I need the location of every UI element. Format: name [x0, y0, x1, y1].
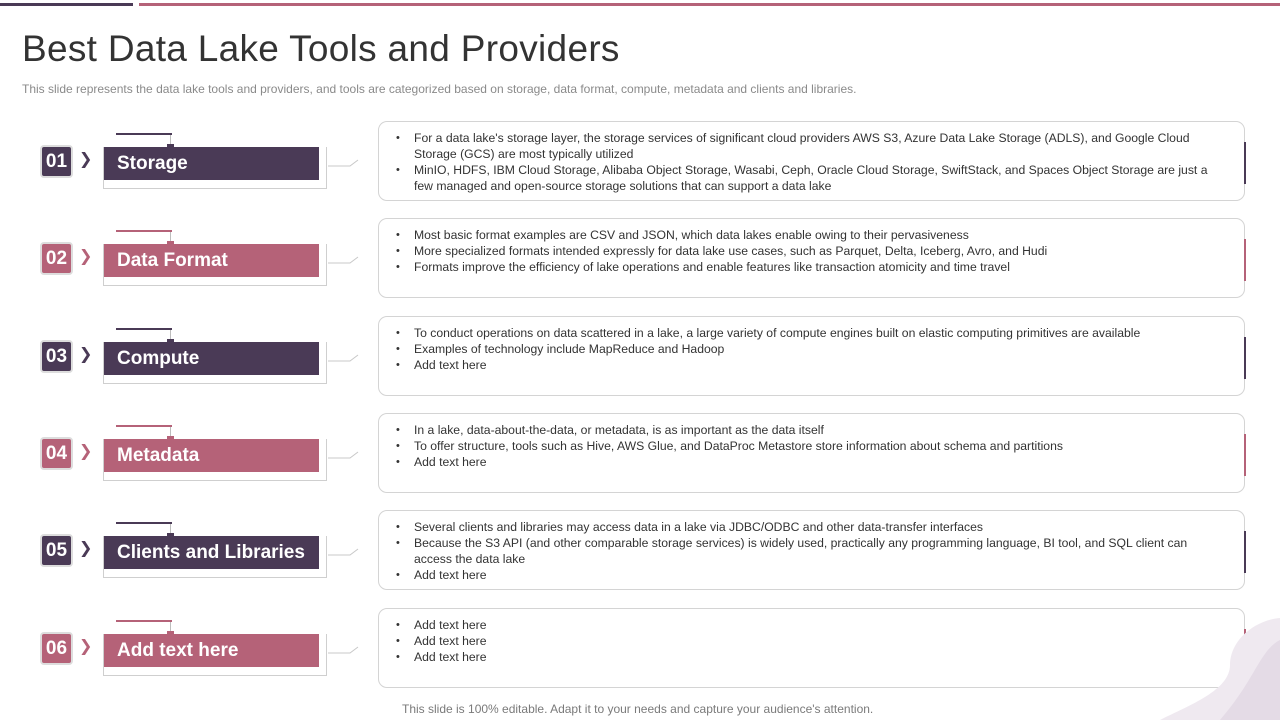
- arrow-right-icon: [328, 643, 360, 655]
- row-number-badge: 06: [40, 632, 73, 665]
- bullet-list: [396, 325, 1222, 373]
- bullet-item: • Add text here: [396, 357, 1222, 373]
- footer-note: This slide is 100% editable. Adapt it to your needs and capture your audience's attention.: [402, 702, 874, 716]
- label-tab-line: [116, 522, 172, 524]
- row-number-badge: 02: [40, 242, 73, 275]
- description-box: [378, 218, 1245, 298]
- bullet-item: • In a lake, data-about-the-data, or metadata, is as important as the data itself: [396, 422, 1222, 438]
- bullet-item: • Examples of technology include MapReduce and Hadoop: [396, 341, 1222, 357]
- category-label: Clients and Libraries: [104, 536, 319, 569]
- category-row: [0, 608, 1280, 688]
- label-tab-line: [116, 133, 172, 135]
- bullet-item: • Most basic format examples are CSV and JSON, which data lakes enable owing to their pervasiveness: [396, 227, 1222, 243]
- bullet-item: • Add text here: [396, 567, 1222, 583]
- page-title: Best Data Lake Tools and Providers: [22, 28, 620, 69]
- chevron-right-icon: ❯: [79, 346, 93, 363]
- bullet-list: [396, 130, 1222, 194]
- category-row: [0, 510, 1280, 590]
- description-box: [378, 413, 1245, 493]
- bullet-list: [396, 227, 1222, 275]
- box-accent-bar: [1244, 434, 1246, 476]
- bullet-item: • To conduct operations on data scattered in a lake, a large variety of compute engines built on elastic computing primitives are available: [396, 325, 1222, 341]
- bullet-item: • Add text here: [396, 617, 1222, 633]
- chevron-right-icon: ❯: [79, 540, 93, 557]
- category-label: Compute: [104, 342, 319, 375]
- description-box: [378, 510, 1245, 590]
- category-label: Storage: [104, 147, 319, 180]
- bullet-item: • For a data lake's storage layer, the storage services of significant cloud providers AWS S3, Azure Data Lake Storage (ADLS), and Google Cloud Storage (GCS) are most typically utilized: [396, 130, 1222, 162]
- bullet-item: • Add text here: [396, 649, 1222, 665]
- category-label: Data Format: [104, 244, 319, 277]
- bullet-list: [396, 422, 1222, 470]
- corner-decoration: [1160, 610, 1280, 720]
- arrow-right-icon: [328, 253, 360, 265]
- bullet-item: • Add text here: [396, 454, 1222, 470]
- description-box: [378, 316, 1245, 396]
- bullet-item: • More specialized formats intended expressly for data lake use cases, such as Parquet, Delta, Iceberg, Avro, and Hudi: [396, 243, 1222, 259]
- arrow-right-icon: [328, 156, 360, 168]
- row-number-badge: 04: [40, 437, 73, 470]
- bullet-item: • Because the S3 API (and other comparable storage services) is widely used, practically any programming language, BI tool, and SQL client can access the data lake: [396, 535, 1222, 567]
- bullet-list: [396, 519, 1222, 583]
- category-row: [0, 316, 1280, 396]
- box-accent-bar: [1244, 531, 1246, 573]
- arrow-right-icon: [328, 545, 360, 557]
- chevron-right-icon: ❯: [79, 443, 93, 460]
- description-box: [378, 121, 1245, 201]
- label-tab-line: [116, 425, 172, 427]
- page-subtitle: This slide represents the data lake tools and providers, and tools are categorized based on storage, data format, compute, metadata and clients and libraries.: [22, 82, 857, 96]
- label-tab-line: [116, 620, 172, 622]
- bullet-item: • To offer structure, tools such as Hive, AWS Glue, and DataProc Metastore store information about schema and partitions: [396, 438, 1222, 454]
- bullet-item: • Several clients and libraries may access data in a lake via JDBC/ODBC and other data-transfer interfaces: [396, 519, 1222, 535]
- box-accent-bar: [1244, 239, 1246, 281]
- box-accent-bar: [1244, 337, 1246, 379]
- label-tab-line: [116, 230, 172, 232]
- description-box: [378, 608, 1245, 688]
- row-number-badge: 01: [40, 145, 73, 178]
- bullet-list: [396, 617, 1222, 665]
- row-number-badge: 05: [40, 534, 73, 567]
- bullet-item: • Formats improve the efficiency of lake operations and enable features like transaction atomicity and time travel: [396, 259, 1222, 275]
- arrow-right-icon: [328, 351, 360, 363]
- category-row: [0, 121, 1280, 201]
- bullet-item: • MinIO, HDFS, IBM Cloud Storage, Alibaba Object Storage, Wasabi, Ceph, Oracle Cloud Storage, SwiftStack, and Spaces Object Storage are just a few managed and open-source storage solutions that can support a data lake: [396, 162, 1222, 194]
- category-row: [0, 413, 1280, 493]
- category-label: Metadata: [104, 439, 319, 472]
- chevron-right-icon: ❯: [79, 151, 93, 168]
- chevron-right-icon: ❯: [79, 638, 93, 655]
- label-tab-line: [116, 328, 172, 330]
- category-row: [0, 218, 1280, 298]
- category-label: Add text here: [104, 634, 319, 667]
- top-accent-bar-pink: [139, 3, 1280, 6]
- box-accent-bar: [1244, 142, 1246, 184]
- bullet-item: • Add text here: [396, 633, 1222, 649]
- arrow-right-icon: [328, 448, 360, 460]
- top-accent-bar-dark: [0, 3, 133, 6]
- chevron-right-icon: ❯: [79, 248, 93, 265]
- row-number-badge: 03: [40, 340, 73, 373]
